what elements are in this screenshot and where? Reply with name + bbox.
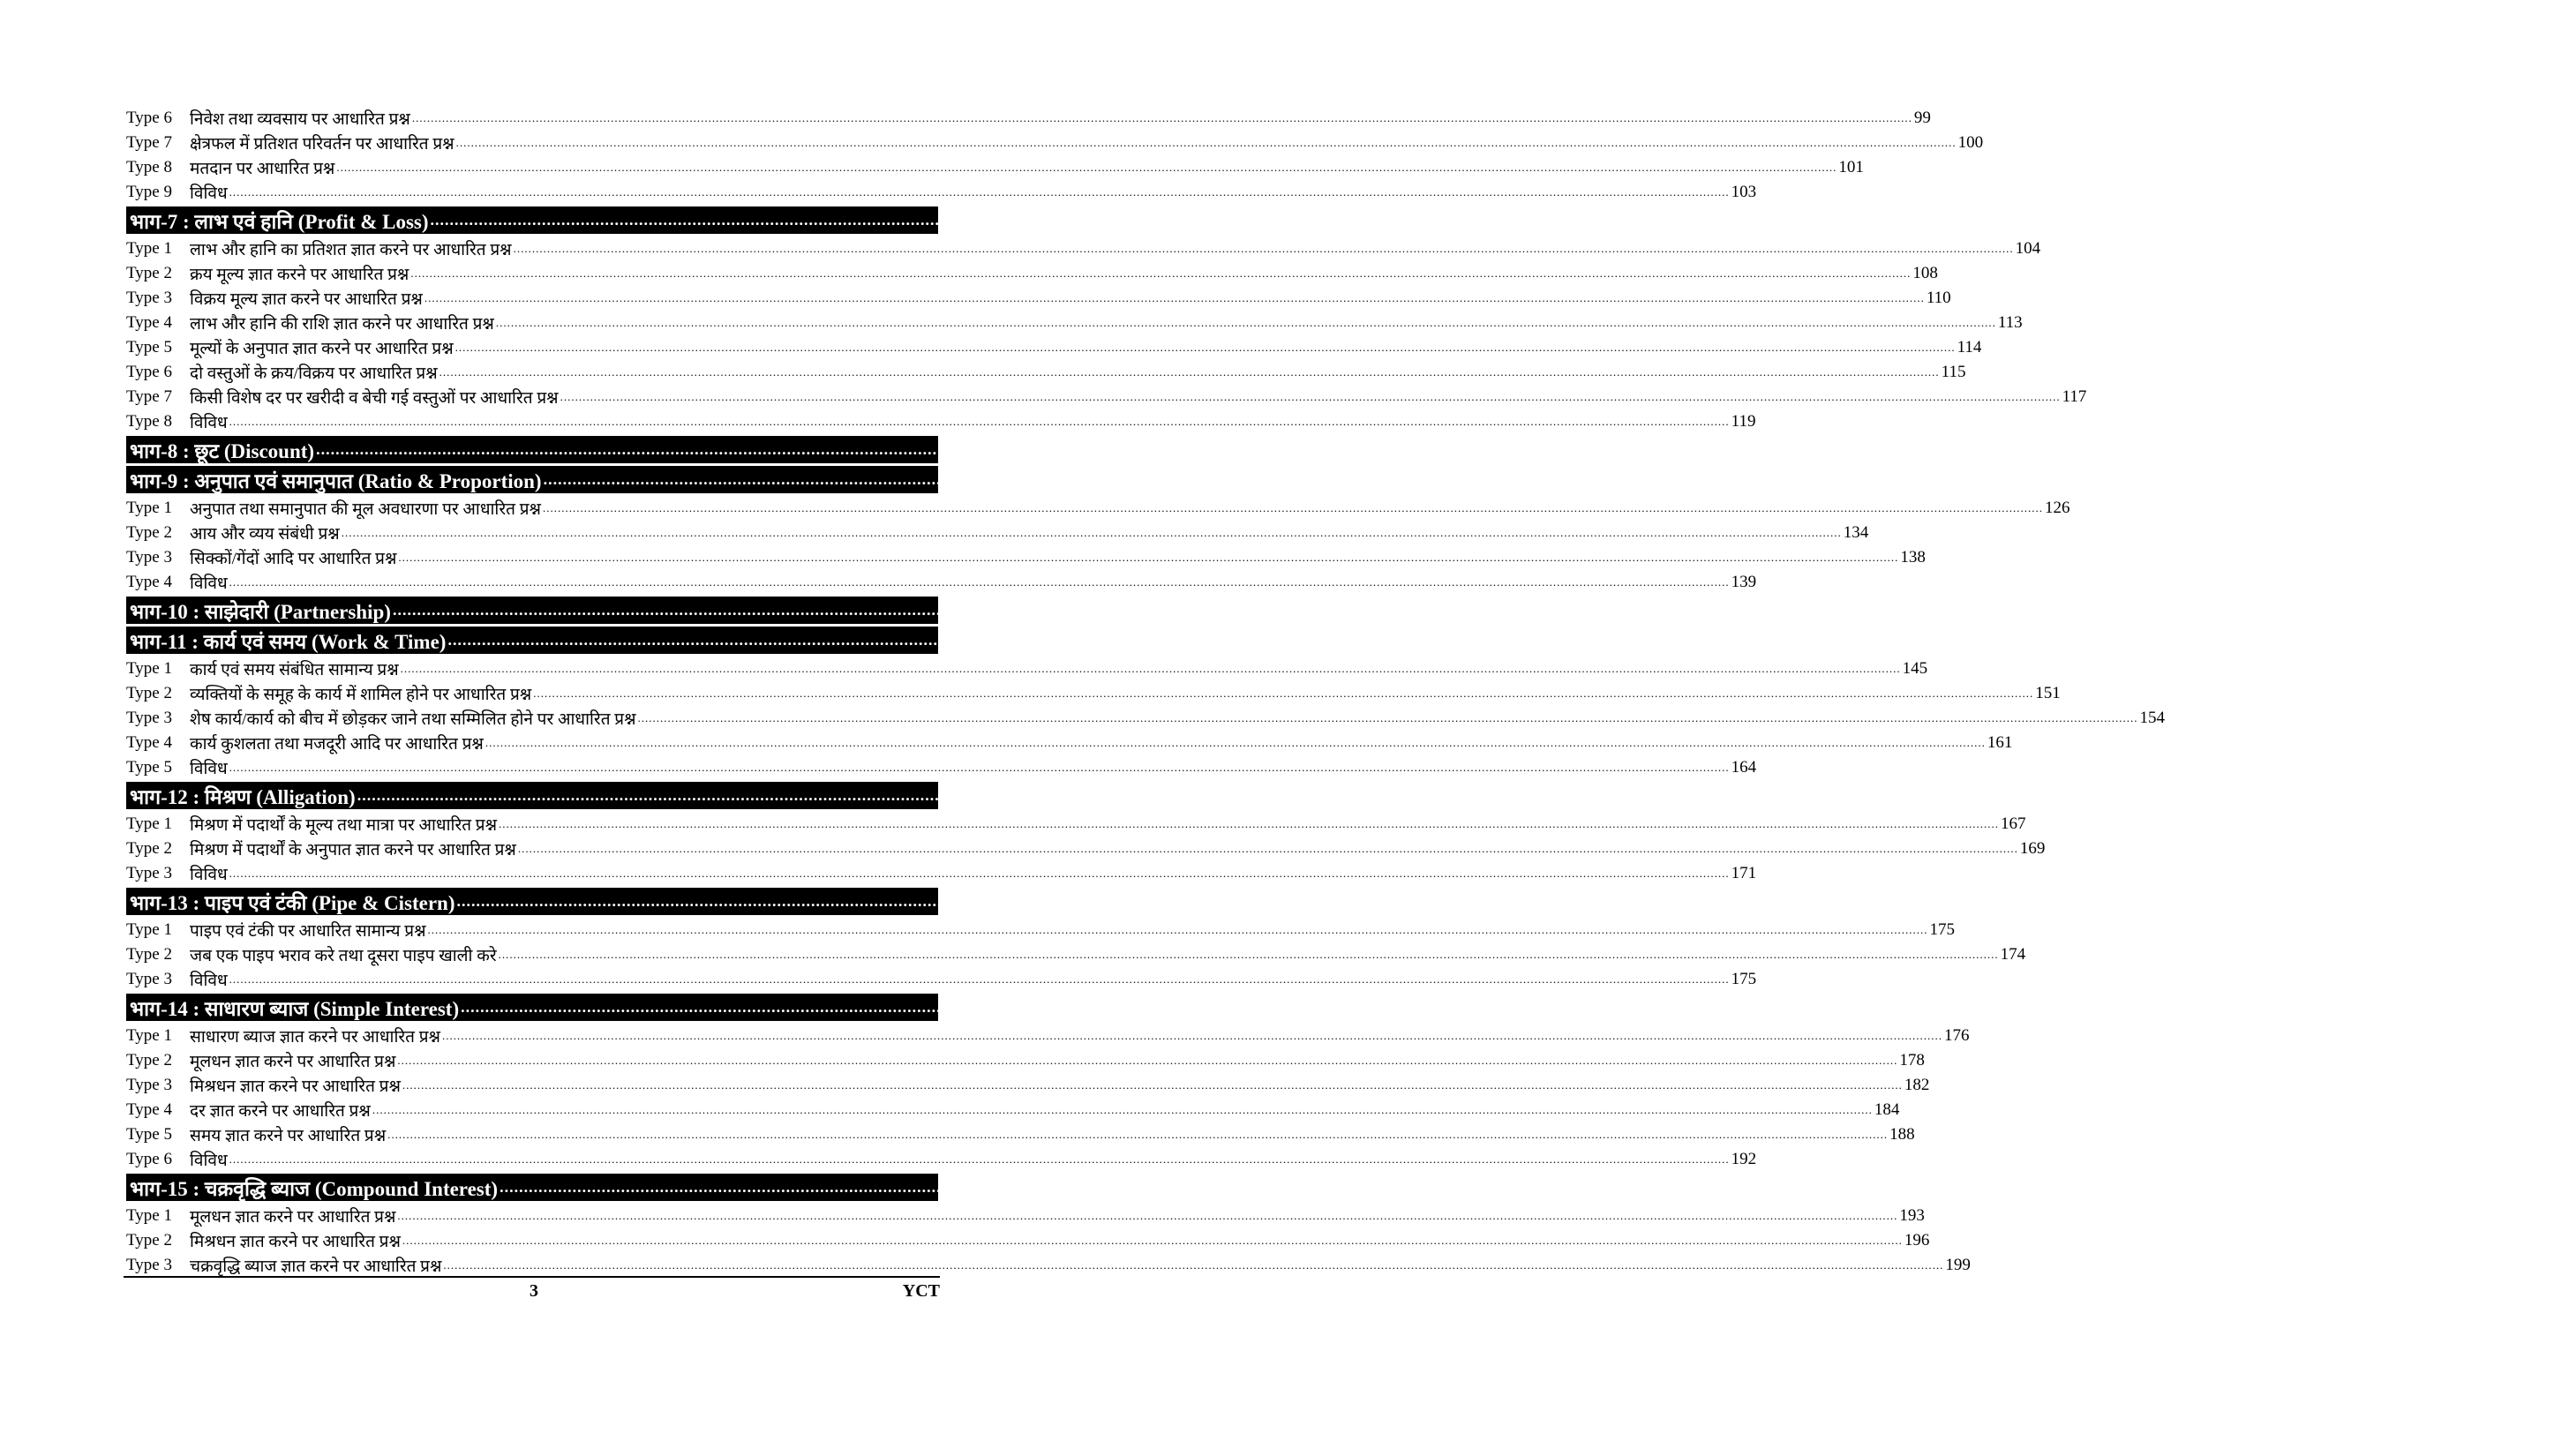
dot-leader: ................................................................................................................................................................................................................................................................................................................................................................................................................ xyxy=(495,316,1996,329)
dot-leader: ................................................................................................................................................................................................................................................................................................................................................................................................................ xyxy=(229,867,1730,880)
toc-entry xyxy=(126,106,1931,131)
type-label: Type 2 xyxy=(126,1051,172,1069)
entry-title: साधारण ब्याज ज्ञात करने पर आधारित प्रश्न xyxy=(190,1028,440,1047)
toc-entry xyxy=(126,236,2041,261)
dot-leader: ................................................................................................................................................................................................................................................................................................................................................................................................................ xyxy=(447,631,2390,649)
type-label: Type 2 xyxy=(126,945,172,964)
entry-page: 199 xyxy=(1945,1256,1971,1274)
type-label: Type 6 xyxy=(126,1150,172,1168)
toc-entry xyxy=(126,261,1938,286)
entry-page: 169 xyxy=(2019,839,2046,858)
toc-entry xyxy=(126,967,1757,992)
dot-leader: ................................................................................................................................................................................................................................................................................................................................................................................................................ xyxy=(543,470,2485,488)
section-header xyxy=(126,888,2468,915)
section-pages: 145-166 xyxy=(2391,628,2460,651)
entry-title: मूलधन ज्ञात करने पर आधारित प्रश्न xyxy=(190,1208,396,1227)
type-label: Type 6 xyxy=(126,363,172,381)
dot-leader: ................................................................................................................................................................................................................................................................................................................................................................................................................ xyxy=(229,575,1730,589)
dot-leader: ................................................................................................................................................................................................................................................................................................................................................................................................................ xyxy=(229,1152,1730,1166)
toc-entry xyxy=(126,545,1926,570)
type-label: Type 3 xyxy=(126,970,172,988)
toc-entry xyxy=(126,918,1956,942)
dot-leader: ................................................................................................................................................................................................................................................................................................................................................................................................................ xyxy=(455,136,1957,149)
section-pages: 140-144 xyxy=(2335,598,2404,621)
entry-page: 154 xyxy=(2139,709,2166,727)
dot-leader: ................................................................................................................................................................................................................................................................................................................................................................................................................ xyxy=(411,111,1912,124)
entry-page: 99 xyxy=(1913,109,1931,127)
toc-entry xyxy=(126,755,1757,780)
dot-leader: ................................................................................................................................................................................................................................................................................................................................................................................................................ xyxy=(397,1054,1898,1067)
toc-entry xyxy=(126,706,2166,731)
entry-title: समय ज्ञात करने पर आधारित प्रश्न xyxy=(190,1127,387,1145)
toc-entry xyxy=(126,131,1984,155)
section-title: भाग-11 : कार्य एवं समय (Work & Time) xyxy=(130,630,447,653)
section-header xyxy=(126,627,2460,654)
type-label: Type 2 xyxy=(126,264,172,282)
dot-leader: ................................................................................................................................................................................................................................................................................................................................................................................................................ xyxy=(398,551,1899,564)
type-label: Type 3 xyxy=(126,548,172,567)
type-label: Type 7 xyxy=(126,387,172,406)
toc-entry xyxy=(126,496,2070,521)
entry-page: 113 xyxy=(1997,313,2023,332)
dot-leader: ................................................................................................................................................................................................................................................................................................................................................................................................................ xyxy=(427,923,1928,936)
dot-leader: ................................................................................................................................................................................................................................................................................................................................................................................................................ xyxy=(229,761,1730,774)
section-header xyxy=(126,466,2554,493)
section-title: भाग-7 : लाभ एवं हानि (Profit & Loss) xyxy=(130,210,429,233)
dot-leader: ................................................................................................................................................................................................................................................................................................................................................................................................................ xyxy=(542,501,2043,514)
toc-entry xyxy=(126,409,1756,434)
dot-leader: ................................................................................................................................................................................................................................................................................................................................................................................................................ xyxy=(456,892,2399,910)
entry-title: विक्रय मूल्य ज्ञात करने पर आधारित प्रश्न xyxy=(190,290,423,309)
section-title: भाग-10 : साझेदारी (Partnership) xyxy=(130,600,391,623)
dot-leader: ................................................................................................................................................................................................................................................................................................................................................................................................................ xyxy=(498,948,1999,961)
type-label: Type 1 xyxy=(126,499,172,517)
dot-leader: ................................................................................................................................................................................................................................................................................................................................................................................................................ xyxy=(336,161,1837,174)
entry-page: 175 xyxy=(1731,970,1757,988)
section-pages: 121-125 xyxy=(2259,438,2327,461)
dot-leader: ................................................................................................................................................................................................................................................................................................................................................................................................................ xyxy=(517,842,2018,855)
type-label: Type 3 xyxy=(126,1256,172,1274)
entry-page: 104 xyxy=(2015,239,2041,258)
entry-title: मूलधन ज्ञात करने पर आधारित प्रश्न xyxy=(190,1053,396,1071)
entry-page: 117 xyxy=(2062,387,2087,406)
toc-entry xyxy=(126,861,1757,886)
entry-title: सिक्कों/गेंदों आदि पर आधारित प्रश्न xyxy=(190,550,397,568)
page-number: 3 xyxy=(530,1281,538,1301)
type-label: Type 7 xyxy=(126,133,172,152)
entry-title: विविध xyxy=(190,414,228,432)
type-label: Type 1 xyxy=(126,239,172,258)
entry-page: 100 xyxy=(1957,133,1984,152)
type-label: Type 2 xyxy=(126,684,172,702)
section-title: भाग-9 : अनुपात एवं समानुपात (Ratio & Proportion) xyxy=(130,469,542,492)
dot-leader: ................................................................................................................................................................................................................................................................................................................................................................................................................ xyxy=(443,1258,1944,1272)
toc-entry xyxy=(126,731,2013,755)
entry-title: विविध xyxy=(190,184,228,203)
entry-title: विविध xyxy=(190,972,228,990)
entry-page: 164 xyxy=(1731,758,1757,777)
entry-title: मिश्रण में पदार्थों के अनुपात ज्ञात करने पर आधारित प्रश्न xyxy=(190,841,516,859)
dot-leader: ................................................................................................................................................................................................................................................................................................................................................................................................................ xyxy=(341,526,1842,539)
dot-leader: ................................................................................................................................................................................................................................................................................................................................................................................................................ xyxy=(485,736,1986,749)
type-label: Type 4 xyxy=(126,1100,172,1119)
entry-page: 182 xyxy=(1904,1076,1930,1094)
section-pages: 104-120 xyxy=(2373,208,2442,231)
toc-entry xyxy=(126,657,1928,681)
entry-page: 119 xyxy=(1731,412,1756,431)
dot-leader: ................................................................................................................................................................................................................................................................................................................................................................................................................ xyxy=(461,998,2403,1016)
dot-leader: ................................................................................................................................................................................................................................................................................................................................................................................................................ xyxy=(439,365,1940,379)
type-label: Type 5 xyxy=(126,758,172,777)
entry-title: लाभ और हानि की राशि ज्ञात करने पर आधारित प्रश्न xyxy=(190,315,494,334)
dot-leader: ................................................................................................................................................................................................................................................................................................................................................................................................................ xyxy=(441,1029,1942,1042)
entry-page: 193 xyxy=(1899,1206,1925,1225)
entry-title: आय और व्यय संबंधी प्रश्न xyxy=(190,525,340,544)
entry-title: क्षेत्रफल में प्रतिशत परिवर्तन पर आधारित प्रश्न xyxy=(190,135,454,154)
publisher-brand: YCT xyxy=(902,1281,940,1301)
type-label: Type 3 xyxy=(126,709,172,727)
entry-title: विविध xyxy=(190,574,228,593)
section-pages: 172-175 xyxy=(2400,889,2468,912)
toc-entry xyxy=(126,1073,1930,1098)
section-title: भाग-15 : चक्रवृद्धि ब्याज (Compound Interest) xyxy=(130,1177,499,1200)
toc-entry xyxy=(126,335,1982,360)
dot-leader: ................................................................................................................................................................................................................................................................................................................................................................................................................ xyxy=(229,972,1730,986)
type-label: Type 1 xyxy=(126,1026,172,1045)
dot-leader: ................................................................................................................................................................................................................................................................................................................................................................................................................ xyxy=(430,211,2372,229)
entry-page: 174 xyxy=(2000,945,2026,964)
type-label: Type 2 xyxy=(126,1231,172,1250)
entry-page: 175 xyxy=(1929,920,1956,939)
toc-entry xyxy=(126,311,2023,335)
toc-entry xyxy=(126,1098,1900,1122)
entry-title: मिश्रधन ज्ञात करने पर आधारित प्रश्न xyxy=(190,1233,401,1251)
entry-page: 114 xyxy=(1957,338,1982,356)
entry-page: 134 xyxy=(1843,523,1869,542)
type-label: Type 4 xyxy=(126,733,172,752)
entry-title: लाभ और हानि का प्रतिशत ज्ञात करने पर आधारित प्रश्न xyxy=(190,241,512,259)
type-label: Type 8 xyxy=(126,158,172,176)
toc-entry xyxy=(126,1204,1925,1228)
type-label: Type 1 xyxy=(126,814,172,833)
type-label: Type 5 xyxy=(126,1125,172,1144)
section-header xyxy=(126,206,2442,234)
entry-title: क्रय मूल्य ज्ञात करने पर आधारित प्रश्न xyxy=(190,266,409,284)
entry-page: 178 xyxy=(1899,1051,1925,1069)
entry-page: 103 xyxy=(1731,183,1757,201)
dot-leader: ................................................................................................................................................................................................................................................................................................................................................................................................................ xyxy=(402,1234,1903,1247)
entry-title: चक्रवृद्धि ब्याज ज्ञात करने पर आधारित प्रश्न xyxy=(190,1257,442,1276)
type-label: Type 1 xyxy=(126,659,172,678)
entry-title: मिश्रण में पदार्थों के मूल्य तथा मात्रा पर आधारित प्रश्न xyxy=(190,816,498,835)
entry-page: 126 xyxy=(2044,499,2070,517)
dot-leader: ................................................................................................................................................................................................................................................................................................................................................................................................................ xyxy=(533,687,2034,700)
type-label: Type 3 xyxy=(126,1076,172,1094)
entry-page: 167 xyxy=(2001,814,2026,833)
dot-leader: ................................................................................................................................................................................................................................................................................................................................................................................................................ xyxy=(357,786,2299,804)
entry-title: पाइप एवं टंकी पर आधारित सामान्य प्रश्न xyxy=(190,922,426,941)
entry-title: निवेश तथा व्यवसाय पर आधारित प्रश्न xyxy=(190,110,410,129)
entry-title: मिश्रधन ज्ञात करने पर आधारित प्रश्न xyxy=(190,1077,401,1096)
entry-page: 188 xyxy=(1889,1125,1915,1144)
toc-entry xyxy=(126,1147,1757,1172)
section-header xyxy=(126,597,2404,624)
toc-entry xyxy=(126,360,1966,385)
section-header xyxy=(126,1174,2511,1201)
type-label: Type 3 xyxy=(126,289,172,307)
entry-page: 139 xyxy=(1731,573,1757,591)
type-label: Type 9 xyxy=(126,183,172,201)
entry-title: विविध xyxy=(190,866,228,884)
dot-leader: ................................................................................................................................................................................................................................................................................................................................................................................................................ xyxy=(637,711,2138,724)
entry-page: 196 xyxy=(1904,1231,1930,1250)
dot-leader: ................................................................................................................................................................................................................................................................................................................................................................................................................ xyxy=(392,601,2334,619)
entry-page: 138 xyxy=(1900,548,1926,567)
table-of-contents xyxy=(126,106,2554,1278)
section-header xyxy=(126,782,2369,809)
entry-title: मूल्यों के अनुपात ज्ञात करने पर आधारित प्रश्न xyxy=(190,340,454,358)
entry-page: 115 xyxy=(1941,363,1966,381)
dot-leader: ................................................................................................................................................................................................................................................................................................................................................................................................................ xyxy=(400,662,1901,675)
toc-entry xyxy=(126,1122,1915,1147)
type-label: Type 5 xyxy=(126,338,172,356)
toc-entry xyxy=(126,942,2026,967)
toc-entry xyxy=(126,155,1864,180)
section-pages: 176-192 xyxy=(2404,995,2472,1018)
dot-leader: ................................................................................................................................................................................................................................................................................................................................................................................................................ xyxy=(560,390,2061,403)
type-label: Type 3 xyxy=(126,864,172,882)
entry-title: विविध xyxy=(190,760,228,778)
section-pages: 167-171 xyxy=(2300,784,2369,807)
type-label: Type 6 xyxy=(126,109,172,127)
type-label: Type 1 xyxy=(126,1206,172,1225)
section-title: भाग-8 : छूट (Discount) xyxy=(130,439,315,462)
entry-title: शेष कार्य/कार्य को बीच में छोड़कर जाने तथा सम्मिलित होने पर आधारित प्रश्न xyxy=(190,710,636,729)
dot-leader: ................................................................................................................................................................................................................................................................................................................................................................................................................ xyxy=(454,341,1956,354)
entry-page: 171 xyxy=(1731,864,1757,882)
dot-leader: ................................................................................................................................................................................................................................................................................................................................................................................................................ xyxy=(500,1178,2442,1196)
entry-title: दो वस्तुओं के क्रय/विक्रय पर आधारित प्रश्न xyxy=(190,364,438,383)
entry-title: कार्य एवं समय संबंधित सामान्य प्रश्न xyxy=(190,661,399,679)
section-title: भाग-14 : साधारण ब्याज (Simple Interest) xyxy=(130,997,460,1020)
entry-title: मतदान पर आधारित प्रश्न xyxy=(190,160,335,178)
dot-leader: ................................................................................................................................................................................................................................................................................................................................................................................................................ xyxy=(397,1209,1898,1222)
dot-leader: ................................................................................................................................................................................................................................................................................................................................................................................................................ xyxy=(229,415,1730,428)
entry-page: 101 xyxy=(1838,158,1864,176)
entry-page: 184 xyxy=(1874,1100,1900,1119)
dot-leader: ................................................................................................................................................................................................................................................................................................................................................................................................................ xyxy=(410,266,1912,280)
section-header xyxy=(126,436,2327,463)
section-title: भाग-12 : मिश्रण (Alligation) xyxy=(130,785,356,808)
dot-leader: ................................................................................................................................................................................................................................................................................................................................................................................................................ xyxy=(316,440,2258,458)
entry-title: विविध xyxy=(190,1152,228,1170)
section-pages: 126-139 xyxy=(2486,468,2554,491)
entry-page: 110 xyxy=(1926,289,1951,307)
dot-leader: ................................................................................................................................................................................................................................................................................................................................................................................................................ xyxy=(402,1078,1903,1092)
type-label: Type 2 xyxy=(126,523,172,542)
section-header xyxy=(126,994,2472,1021)
entry-page: 161 xyxy=(1987,733,2013,752)
dot-leader: ................................................................................................................................................................................................................................................................................................................................................................................................................ xyxy=(424,291,1925,304)
type-label: Type 2 xyxy=(126,839,172,858)
toc-entry xyxy=(126,570,1757,595)
dot-leader: ................................................................................................................................................................................................................................................................................................................................................................................................................ xyxy=(513,242,2014,255)
section-title: भाग-13 : पाइप एवं टंकी (Pipe & Cistern) xyxy=(130,891,455,914)
toc-entry xyxy=(126,521,1869,545)
entry-page: 108 xyxy=(1912,264,1938,282)
entry-title: अनुपात तथा समानुपात की मूल अवधारणा पर आधारित प्रश्न xyxy=(190,500,541,519)
toc-entry xyxy=(126,180,1757,205)
type-label: Type 4 xyxy=(126,313,172,332)
toc-entry xyxy=(126,1253,1971,1278)
dot-leader: ................................................................................................................................................................................................................................................................................................................................................................................................................ xyxy=(387,1128,1889,1141)
toc-entry xyxy=(126,1228,1930,1253)
footer-divider xyxy=(124,1276,940,1278)
type-label: Type 8 xyxy=(126,412,172,431)
type-label: Type 1 xyxy=(126,920,172,939)
toc-entry xyxy=(126,812,2026,837)
entry-title: कार्य कुशलता तथा मजदूरी आदि पर आधारित प्रश्न xyxy=(190,735,484,754)
entry-page: 176 xyxy=(1943,1026,1970,1045)
toc-entry xyxy=(126,837,2046,861)
section-pages: 193-216 xyxy=(2443,1175,2511,1198)
type-label: Type 4 xyxy=(126,573,172,591)
dot-leader: ................................................................................................................................................................................................................................................................................................................................................................................................................ xyxy=(499,817,2000,830)
toc-entry xyxy=(126,1048,1925,1073)
entry-title: दर ज्ञात करने पर आधारित प्रश्न xyxy=(190,1102,371,1121)
entry-page: 145 xyxy=(1902,659,1928,678)
dot-leader: ................................................................................................................................................................................................................................................................................................................................................................................................................ xyxy=(229,185,1730,199)
toc-entry xyxy=(126,385,2087,409)
entry-title: जब एक पाइप भराव करे तथा दूसरा पाइप खाली करे xyxy=(190,947,497,965)
toc-entry xyxy=(126,681,2061,706)
entry-title: किसी विशेष दर पर खरीदी व बेची गई वस्तुओं पर आधारित प्रश्न xyxy=(190,389,559,408)
entry-title: व्यक्तियों के समूह के कार्य में शामिल होने पर आधारित प्रश्न xyxy=(190,686,532,704)
dot-leader: ................................................................................................................................................................................................................................................................................................................................................................................................................ xyxy=(372,1103,1873,1116)
entry-page: 192 xyxy=(1731,1150,1757,1168)
toc-entry xyxy=(126,286,1951,311)
entry-page: 151 xyxy=(2035,684,2061,702)
toc-entry xyxy=(126,1024,1970,1048)
